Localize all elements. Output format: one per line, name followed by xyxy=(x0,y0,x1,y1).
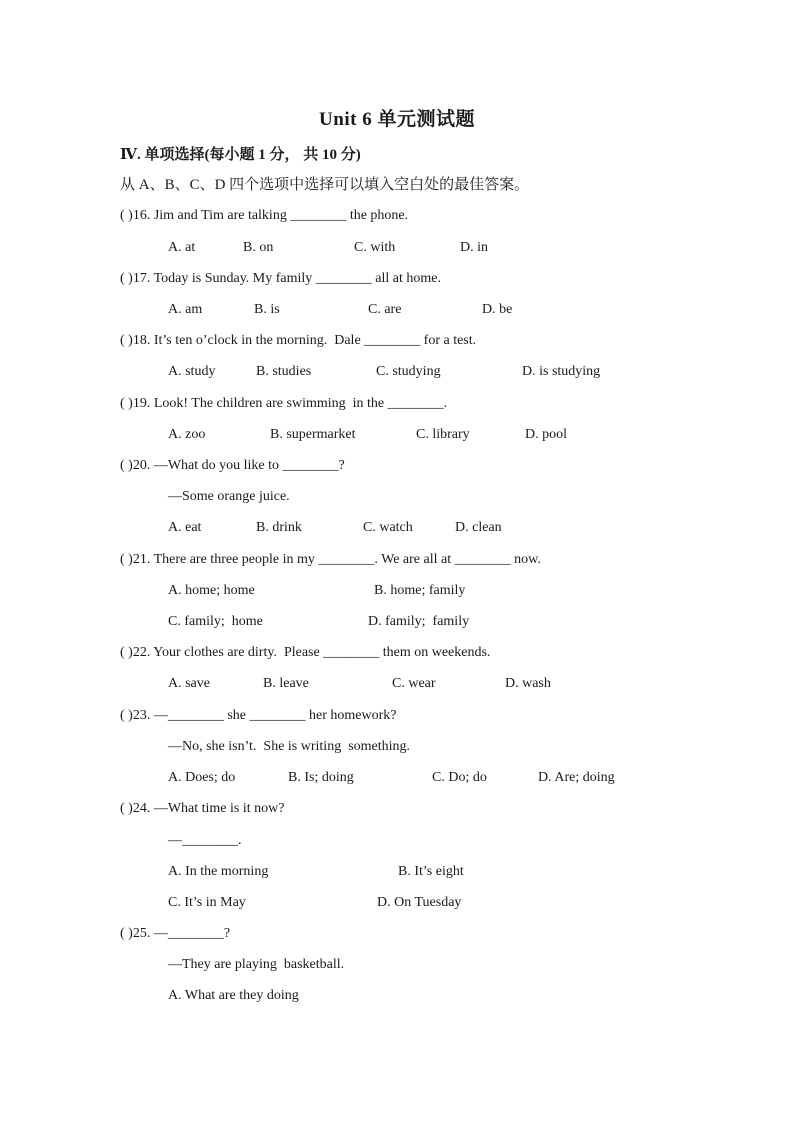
option-a: A. What are they doing xyxy=(168,988,299,1003)
option-b: B. drink xyxy=(256,520,302,535)
option-b: B. supermarket xyxy=(270,427,356,442)
option-d: D. On Tuesday xyxy=(377,895,462,910)
option-a: A. study xyxy=(168,364,216,379)
option-c: C. watch xyxy=(363,520,413,535)
option-a: A. In the morning xyxy=(168,864,269,879)
option-d: D. in xyxy=(460,240,488,255)
option-d: D. be xyxy=(482,302,513,317)
instruction-text: 从 A、B、C、D 四个选项中选择可以填入空白处的最佳答案。 xyxy=(120,177,530,193)
option-c: C. studying xyxy=(376,364,441,379)
option-a: A. am xyxy=(168,302,203,317)
option-d: D. family; family xyxy=(368,614,470,629)
question-stem: ( )20. —What do you like to ________? xyxy=(120,458,345,473)
section-heading: Ⅳ. 单项选择(每小题 1 分， 共 10 分) xyxy=(120,147,361,163)
option-c: C. with xyxy=(354,240,396,255)
option-b: B. home; family xyxy=(374,583,466,598)
question-stem: ( )25. —________? xyxy=(120,926,231,941)
option-a: A. at xyxy=(168,240,196,255)
option-a: A. save xyxy=(168,676,210,691)
page-title: Unit 6 单元测试题 xyxy=(319,109,475,130)
option-b: B. on xyxy=(243,240,274,255)
option-b: B. It’s eight xyxy=(398,864,464,879)
option-a: A. Does; do xyxy=(168,770,236,785)
option-a: A. home; home xyxy=(168,583,255,598)
option-d: D. is studying xyxy=(522,364,601,379)
dialog-reply: —________. xyxy=(168,833,242,848)
option-b: B. is xyxy=(254,302,280,317)
dialog-reply: —No, she isn’t. She is writing something. xyxy=(168,739,411,754)
option-c: C. It’s in May xyxy=(168,895,246,910)
question-stem: ( )19. Look! The children are swimming in the ________. xyxy=(120,396,448,411)
question-stem: ( )17. Today is Sunday. My family ________ all at home. xyxy=(120,271,441,286)
dialog-reply: —They are playing basketball. xyxy=(168,957,345,972)
option-b: B. Is; doing xyxy=(288,770,354,785)
option-d: D. clean xyxy=(455,520,502,535)
dialog-reply: —Some orange juice. xyxy=(168,489,290,504)
option-a: A. eat xyxy=(168,520,202,535)
question-stem: ( )22. Your clothes are dirty. Please ________ them on weekends. xyxy=(120,645,491,660)
option-c: C. library xyxy=(416,427,470,442)
option-b: B. leave xyxy=(263,676,309,691)
question-stem: ( )23. —________ she ________ her homework? xyxy=(120,708,397,723)
question-stem: ( )16. Jim and Tim are talking ________ the phone. xyxy=(120,208,409,223)
option-c: C. wear xyxy=(392,676,436,691)
option-c: C. Do; do xyxy=(432,770,487,785)
option-d: D. Are; doing xyxy=(538,770,615,785)
question-stem: ( )24. —What time is it now? xyxy=(120,801,285,816)
option-d: D. pool xyxy=(525,427,567,442)
option-c: C. family; home xyxy=(168,614,263,629)
option-b: B. studies xyxy=(256,364,312,379)
option-c: C. are xyxy=(368,302,402,317)
question-stem: ( )18. It’s ten o’clock in the morning. Dale ________ for a test. xyxy=(120,333,477,348)
question-stem: ( )21. There are three people in my ________. We are all at ________ now. xyxy=(120,552,541,567)
option-d: D. wash xyxy=(505,676,551,691)
option-a: A. zoo xyxy=(168,427,206,442)
